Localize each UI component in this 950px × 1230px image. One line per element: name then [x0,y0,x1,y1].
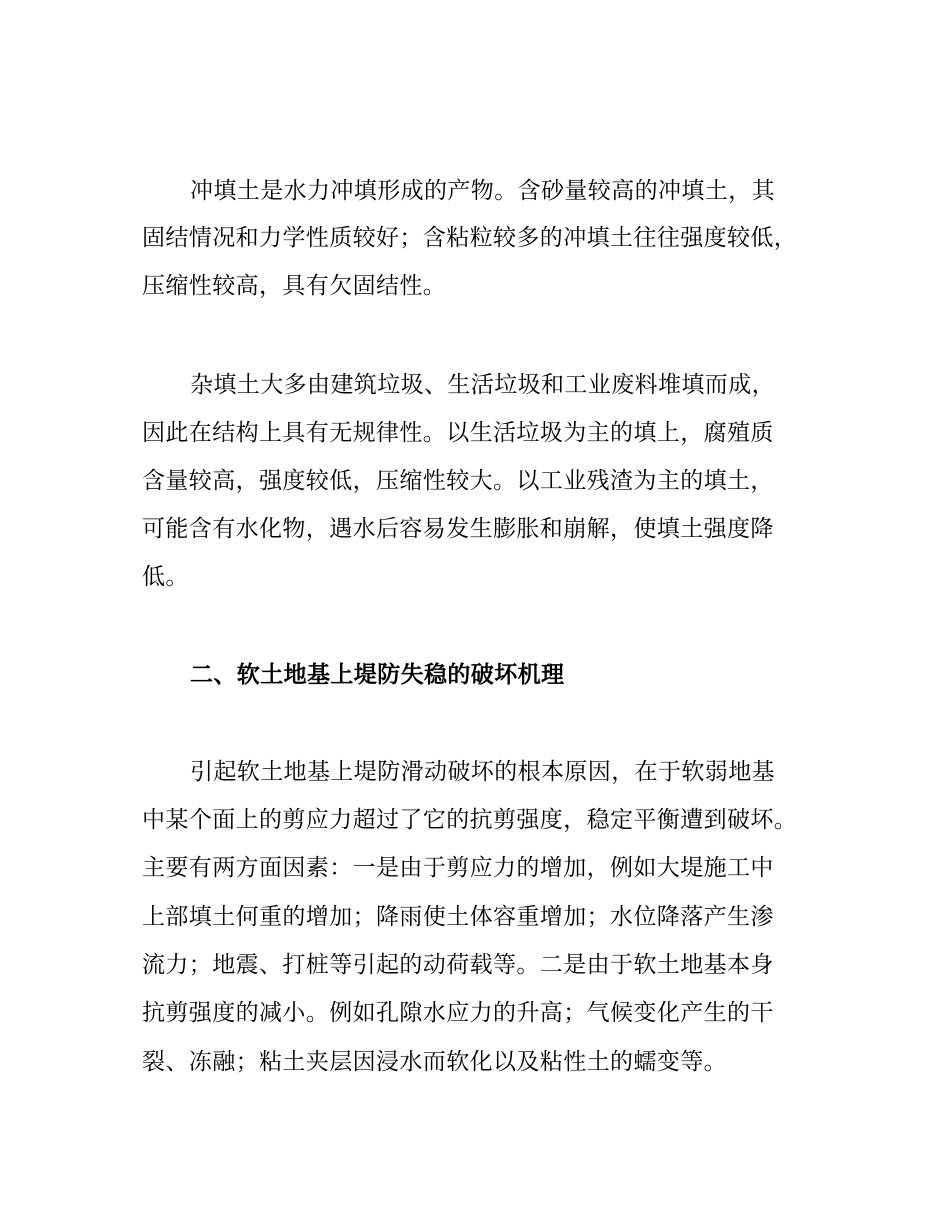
paragraph-line: 冲填土是水力冲填形成的产物。含砂量较高的冲填土，其 [190,178,775,204]
paragraph-line: 中某个面上的剪应力超过了它的抗剪强度，稳定平衡遭到破坏。 [142,807,798,833]
paragraph-line: 压缩性较高，具有欠固结性。 [142,273,447,299]
paragraph-line: 裂、冻融；粘土夹层因浸水而软化以及粘性土的蠕变等。 [142,1049,727,1075]
paragraph-line: 杂填土大多由建筑垃圾、生活垃圾和工业废料堆填而成， [190,372,775,398]
section-heading: 二、软土地基上堤防失稳的破坏机理 [190,661,565,688]
paragraph-line: 引起软土地基上堤防滑动破坏的根本原因，在于软弱地基 [190,759,775,785]
paragraph-line: 固结情况和力学性质较好；含粘粒较多的冲填土往往强度较低， [142,225,798,251]
paragraph-line: 主要有两方面因素：一是由于剪应力的增加，例如大堤施工中 [142,855,774,881]
paragraph-line: 含量较高，强度较低，压缩性较大。以工业残渣为主的填土， [142,468,774,494]
paragraph-line: 抗剪强度的减小。例如孔隙水应力的升高；气候变化产生的干 [142,1000,774,1026]
paragraph-line: 上部填土何重的增加；降雨使土体容重增加；水位降落产生渗 [142,904,774,930]
paragraph-line: 流力；地震、打桩等引起的动荷载等。二是由于软土地基本身 [142,952,774,978]
paragraph-line: 低。 [142,564,189,590]
paragraph-line: 可能含有水化物，遇水后容易发生膨胀和崩解，使填土强度降 [142,516,774,542]
paragraph-line: 因此在结构上具有无规律性。以生活垃圾为主的填上，腐殖质 [142,420,774,446]
